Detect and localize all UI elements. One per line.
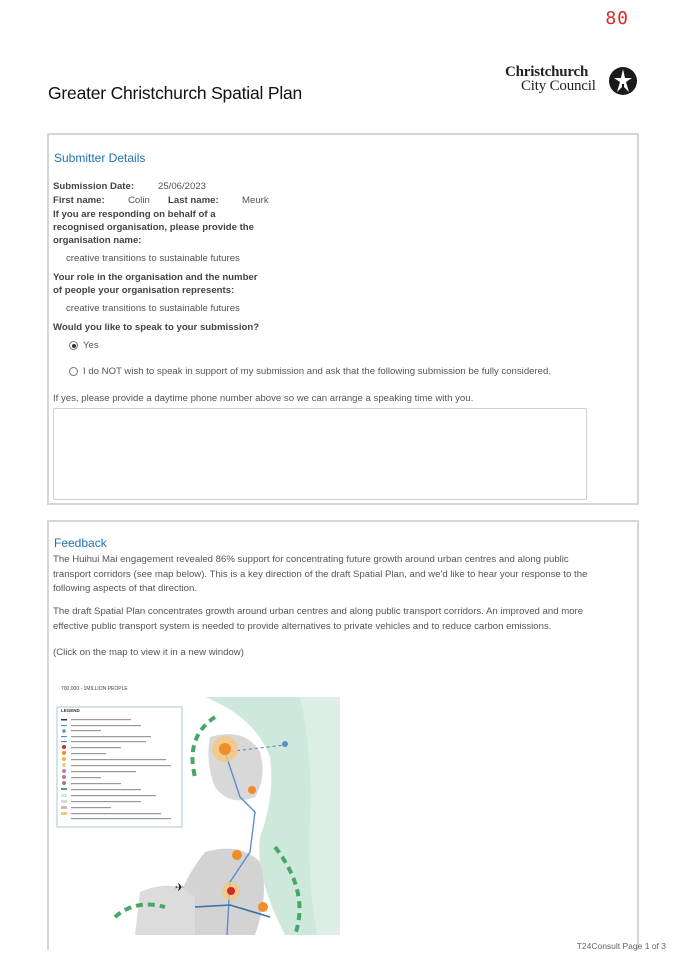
submission-date-label: Submission Date:: [53, 181, 135, 192]
speak-yes-label[interactable]: Yes: [83, 340, 99, 351]
speak-question: Would you like to speak to your submission?: [53, 322, 260, 333]
spatial-plan-map-link[interactable]: [55, 677, 340, 935]
phone-text-area[interactable]: [53, 408, 587, 500]
last-name-value: Meurk: [242, 195, 269, 206]
feedback-paragraph-1-line: following aspects of that direction.: [53, 583, 197, 594]
feedback-heading: Feedback: [54, 536, 107, 550]
org-question-line3: organisation name:: [53, 235, 142, 246]
logo-text-line2: City Council: [521, 78, 596, 94]
feedback-paragraph-1-line: The Huihui Mai engagement revealed 86% support for concentrating future growth around urban centres and along public: [53, 554, 569, 565]
feedback-paragraph-1-line: transport corridors (see map below). This is a key direction of the draft Spatial Plan, and we'd like to hear your response to the: [53, 568, 588, 580]
feedback-paragraph-2-line: The draft Spatial Plan concentrates growth around urban centres and along public transport corridors. An improved and more: [53, 606, 584, 617]
feedback-panel: [47, 520, 639, 950]
role-question-line1: Your role in the organisation and the number: [53, 272, 258, 283]
org-question-line1: If you are responding on behalf of a: [53, 209, 216, 220]
first-name-value: Colin: [128, 195, 150, 206]
svg-text:✈: ✈: [175, 881, 185, 894]
council-logo: [505, 64, 637, 98]
role-answer: creative transitions to sustainable futures: [66, 303, 240, 314]
org-answer: creative transitions to sustainable futures: [66, 253, 240, 264]
document-title: Greater Christchurch Spatial Plan: [48, 83, 303, 103]
map-legend-title: LEGEND: [61, 708, 80, 713]
feedback-paragraph-2: [53, 605, 628, 634]
page-number: 80: [605, 8, 629, 29]
speak-yes-radio[interactable]: [69, 341, 78, 350]
feedback-paragraph-1: [53, 553, 628, 597]
submission-date-value: 25/06/2023: [158, 181, 207, 192]
submitter-details-panel: [47, 133, 639, 505]
council-emblem-icon: [608, 66, 638, 96]
last-name-label: Last name:: [168, 195, 219, 206]
map-click-note: (Click on the map to view it in a new window): [53, 647, 244, 658]
logo-text-line1: Christchurch: [505, 64, 589, 80]
role-question-line2: of people your organisation represents:: [53, 285, 235, 296]
map-caption: 700,000 - 1MILLION PEOPLE: [61, 686, 128, 692]
spatial-plan-map-image[interactable]: [55, 677, 340, 935]
phone-note: If yes, please provide a daytime phone number above so we can arrange a speaking time with you.: [53, 393, 474, 404]
first-name-label: First name:: [53, 195, 105, 206]
org-question-line2: recognised organisation, please provide the: [53, 222, 254, 233]
page-footer: T24Consult Page 1 of 3: [576, 941, 666, 951]
speak-no-radio[interactable]: [69, 367, 78, 376]
submitter-details-heading: Submitter Details: [54, 151, 146, 165]
feedback-paragraph-2-line: effective public transport system is needed to provide alternatives to private vehicles and to reduce carbon emissions.: [53, 620, 552, 632]
speak-no-label[interactable]: I do NOT wish to speak in support of my submission and ask that the following submission be fully considered.: [83, 366, 552, 377]
